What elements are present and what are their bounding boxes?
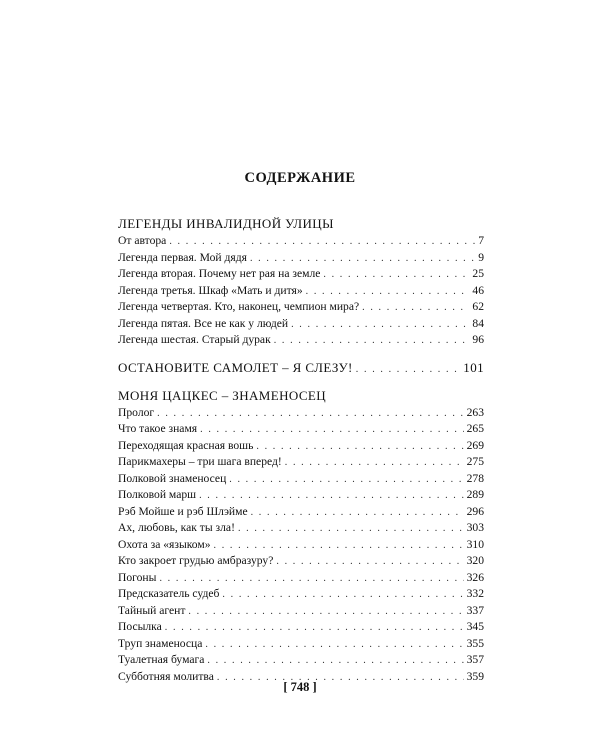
toc-entry[interactable]: Труп знаменосца . . . 355 [118, 636, 484, 653]
toc-entry[interactable]: Легенда пятая. Все не как у людей . . . 84 [118, 316, 484, 333]
toc-entry[interactable]: Что такое знамя . . . 265 [118, 421, 484, 438]
toc-entry[interactable]: Легенда вторая. Почему нет рая на земле . . . 25 [118, 266, 484, 283]
toc-entry[interactable]: Переходящая красная вошь . . . 269 [118, 438, 484, 455]
toc-entry[interactable]: Кто закроет грудью амбразуру? . . . 320 [118, 553, 484, 570]
toc-entry[interactable]: Легенда третья. Шкаф «Мать и дитя» . . . 46 [118, 283, 484, 300]
page-title: СОДЕРЖАНИЕ [244, 170, 356, 186]
toc-entry[interactable]: Тайный агент . . . 337 [118, 603, 484, 620]
section-heading: МОНЯ ЦАЦКЕС – ЗНАМЕНОСЕЦ [118, 387, 327, 403]
page-number: [ 748 ] [283, 680, 317, 694]
toc-entry[interactable]: Рэб Мойше и рэб Шлэйме . . . 296 [118, 504, 484, 521]
toc-entry[interactable]: Ах, любовь, как ты зла! . . . 303 [118, 520, 484, 537]
toc-entry[interactable]: Пролог . . . 263 [118, 405, 484, 422]
table-of-contents [118, 215, 484, 685]
section-heading: ЛЕГЕНДЫ ИНВАЛИДНОЙ УЛИЦЫ [118, 216, 334, 231]
toc-entry[interactable]: От автора . . . 7 [118, 233, 484, 250]
toc-entry[interactable]: Легенда четвертая. Кто, наконец, чемпион мира? . . . 62 [118, 299, 484, 316]
toc-entry[interactable]: Субботняя молитва . . . 359 [118, 669, 484, 686]
toc-entry[interactable]: Охота за «языком» . . . 310 [118, 537, 484, 554]
toc-entry[interactable]: Погоны . . . 326 [118, 570, 484, 587]
toc-entry[interactable]: Туалетная бумага . . . 357 [118, 652, 484, 669]
toc-entry[interactable]: Легенда шестая. Старый дурак . . . 96 [118, 332, 484, 349]
toc-entry[interactable]: Посылка . . . 345 [118, 619, 484, 636]
toc-entry[interactable]: Легенда первая. Мой дядя . . . 9 [118, 250, 484, 267]
toc-entry[interactable]: Полковой марш . . . 289 [118, 487, 484, 504]
toc-entry-heading[interactable]: ОСТАНОВИТЕ САМОЛЕТ – Я СЛЕЗУ! . . . 101 [118, 359, 484, 377]
toc-entry[interactable]: Парикмахеры – три шага вперед! . . . 275 [118, 454, 484, 471]
toc-entry[interactable]: Предсказатель судеб . . . 332 [118, 586, 484, 603]
toc-entry[interactable]: Полковой знаменосец . . . 278 [118, 471, 484, 488]
